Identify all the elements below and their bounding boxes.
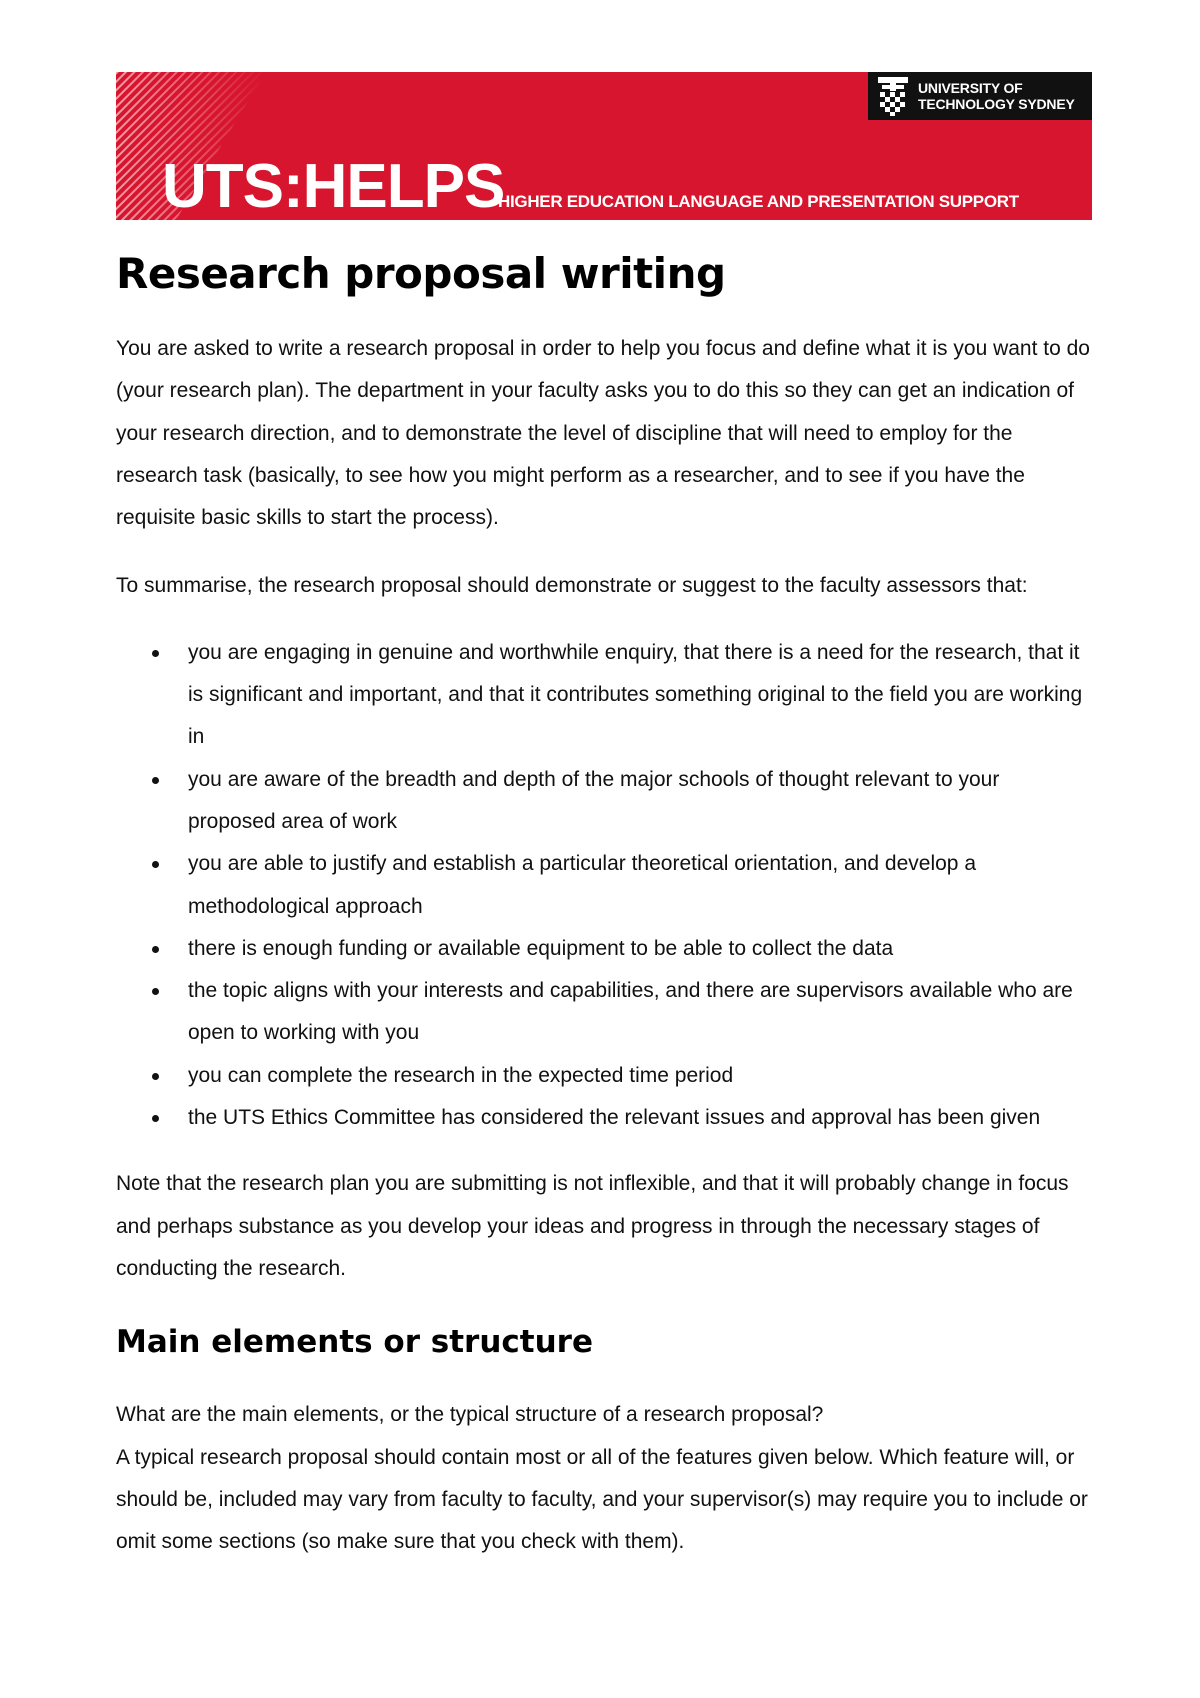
list-item: you are aware of the breadth and depth of the major schools of thought relevant to your proposed area of work [116,759,1092,844]
document-page [116,72,1092,1563]
question-paragraph: What are the main elements, or the typical structure of a research proposal? [116,1403,824,1427]
uts-crest-icon [874,74,912,118]
intro-paragraph: You are asked to write a research proposal in order to help you focus and define what it is you want to do (your research plan). The department in your faculty asks you to do this so they can get an indication of your research direction, and to demonstrate the level of discipline that will need to employ for the research task (basically, to see how you might perform as a researcher, and to see if you have the requisite basic skills to start the process). [116,337,1090,530]
note-paragraph: Note that the research plan you are submitting is not inflexible, and that it will probably change in focus and perhaps substance as you develop your ideas and progress in through the necessary stages of conducting the research. [116,1172,1069,1280]
list-item: there is enough funding or available equipment to be able to collect the data [116,928,1092,970]
assessor-criteria-list [116,632,1092,1140]
university-name [918,80,1075,112]
uts-helps-banner [116,72,1092,220]
helps-tagline: HIGHER EDUCATION LANGUAGE AND PRESENTATION SUPPORT [498,192,1019,211]
list-item: you are engaging in genuine and worthwhile enquiry, that there is a need for the research, that it is significant and important, and that it contributes something original to the field you are working in [116,632,1092,759]
list-item: you can complete the research in the expected time period [116,1055,1092,1097]
page-title: Research proposal writing [116,249,726,298]
summary-paragraph: To summarise, the research proposal should demonstrate or suggest to the faculty assessors that: [116,574,1028,598]
list-item: you are able to justify and establish a particular theoretical orientation, and develop a methodological approach [116,843,1092,928]
list-item: the UTS Ethics Committee has considered the relevant issues and approval has been given [116,1097,1092,1139]
section-heading: Main elements or structure [116,1324,593,1361]
structure-paragraph: A typical research proposal should contain most or all of the features given below. Which feature will, or should be, included may vary from faculty to faculty, and your supervisor(s) may require you to include or omit some sections (so make sure that you check with them). [116,1445,1088,1554]
uts-university-logo [868,72,1092,120]
university-name-line1: UNIVERSITY OF [918,80,1023,96]
university-name-line2: TECHNOLOGY SYDNEY [918,96,1075,112]
list-item: the topic aligns with your interests and capabilities, and there are supervisors available who are open to working with you [116,970,1092,1055]
helps-brand-title: UTS:HELPS [162,152,505,220]
